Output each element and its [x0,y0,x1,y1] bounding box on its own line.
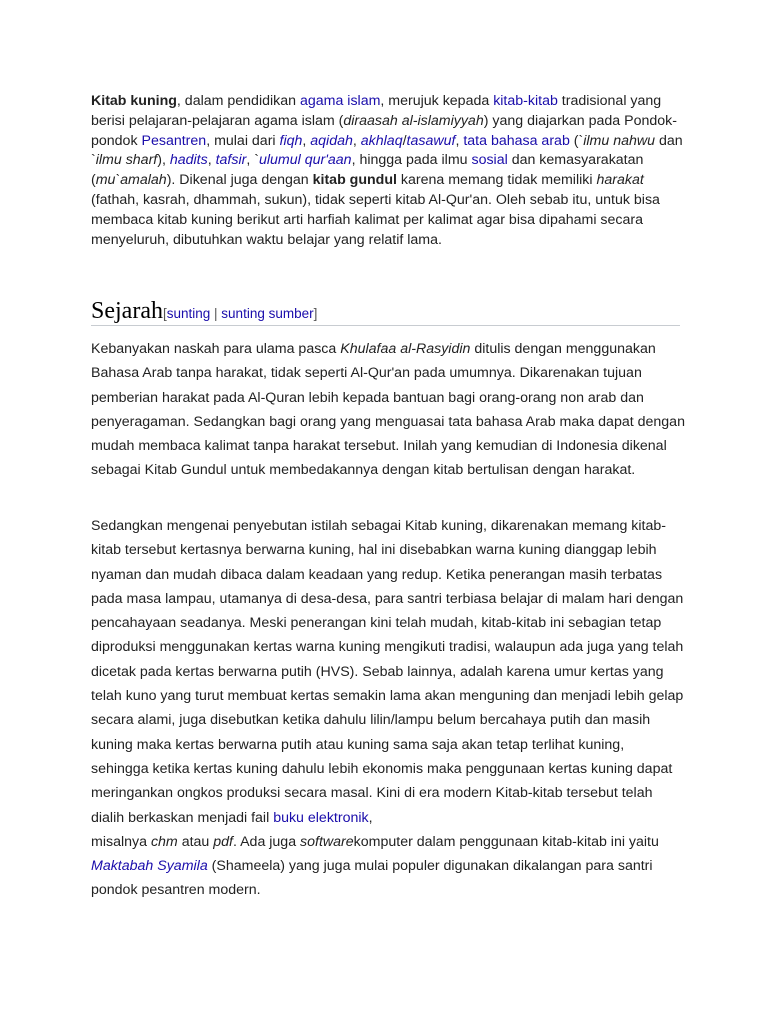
para-text: ditulis dengan menggunakan Bahasa Arab tanpa harakat, tidak seperti Al-Qur'an pada umumnya. Dikarenakan tujuan pemberian harakat pada Al-Quran lebih kepada bantuan bagi orang-orang non arab dan penyeragaman. Sedangkan bagi orang yang menguasai tata bahasa Arab maka dapat dengan mudah membaca kalimat tanpa harakat tersebut. Inilah yang kemudian di Indonesia dikenal sebagai Kitab Gundul untuk membedakannya dengan kitab bertulisan dengan harakat. [91,341,685,479]
term-ilmu-sharf: ilmu sharf [95,152,158,169]
term-muamalah: mu`amalah [95,172,167,189]
edit-source-link[interactable]: sunting sumber [221,306,314,321]
term-kitab-gundul: kitab gundul [312,172,397,189]
link-aqidah[interactable]: aqidah [310,132,353,149]
term-harakat: harakat [596,172,644,189]
link-maktabah-syamila[interactable]: Maktabah Syamila [91,858,208,875]
para-text: Kebanyakan naskah para ulama pasca [91,341,341,357]
intro-text: , merujuk kepada [380,93,494,109]
para-text: , [368,809,373,826]
para-text: atau [177,833,214,850]
section-heading [91,296,680,329]
link-tasawuf[interactable]: tasawuf [406,132,456,149]
intro-text: , dalam pendidikan [176,93,300,109]
intro-text: , [455,132,464,149]
intro-text: , hingga pada ilmu [351,152,472,169]
intro-text: karena memang tidak memiliki [396,172,597,189]
term-kitab-kuning: Kitab kuning [91,93,177,109]
link-agama-islam[interactable]: agama islam [299,93,381,109]
para-text: . Ada juga [232,833,301,850]
section-title: Sejarah [91,298,163,324]
para-text: (Shameela) yang juga mulai populer digunakan dikalangan para santri pondok pesantren modern. [91,858,653,899]
intro-text: , [207,152,216,169]
intro-text: , [302,132,311,149]
link-tata-bahasa-arab[interactable]: tata bahasa arab [463,132,570,149]
intro-text: (fathah, kasrah, dhammah, sukun), tidak seperti kitab Al-Qur'an. Oleh sebab itu, untuk bisa membaca kitab kuning berikut arti harfiah kalimat per kalimat agar bisa dipahami secara menyeluruh, dibutuhkan waktu belajar yang relatif lama. [91,191,660,248]
intro-text: , [352,132,361,149]
intro-text: tradisional yang berisi pelajaran-pelajaran agama islam ( [91,93,662,129]
intro-text: ). Dikenal juga dengan [166,172,313,189]
intro-text: , ` [246,152,259,169]
link-pesantren[interactable]: Pesantren [141,132,207,149]
term-diraasah: diraasah al-islamiyyah [343,112,484,129]
link-akhlaq[interactable]: akhlaq [360,132,403,149]
link-ulumul-quraan[interactable]: ulumul qur'aan [258,152,352,169]
term-software: software [300,833,354,850]
edit-section-links [163,306,317,321]
intro-paragraph [91,92,691,250]
link-fiqh[interactable]: fiqh [279,132,303,149]
paragraph-sejarah-1 [91,337,685,483]
intro-text: dan ` [91,132,683,169]
intro-text: (` [569,132,584,149]
edit-separator: | [210,306,222,321]
intro-text: ) yang diajarkan pada Pondok-pondok [91,112,677,149]
link-tafsir[interactable]: tafsir [215,152,247,169]
para-text: komputer dalam penggunaan kitab-kitab ini yaitu [353,833,659,850]
edit-link[interactable]: sunting [166,306,211,321]
term-ilmu-nahwu: ilmu nahwu [583,132,656,149]
term-chm: chm [150,833,178,850]
para-text: misalnya [91,833,151,850]
link-sosial[interactable]: sosial [471,152,508,169]
link-kitab-kitab[interactable]: kitab-kitab [493,93,558,109]
intro-text: , mulai dari [206,132,280,149]
link-hadits[interactable]: hadits [169,152,208,169]
paragraph-sejarah-2 [91,514,685,903]
para-text: Sedangkan mengenai penyebutan istilah sebagai Kitab kuning, dikarenakan memang kitab-kitab tersebut kertasnya berwarna kuning, hal ini disebabkan warna kuning dianggap lebih nyaman dan mudah dibaca dalam keadaan yang redup. Ketika penerangan masih terbatas pada masa lampau, utamanya di desa-desa, para santri terbiasa belajar di malam hari dengan pencahayaan seadanya. Meski penerangan kini telah mudah, kitab-kitab ini sebagian tetap diproduksi menggunakan kertas warna kuning mengikuti tradisi, walaupun ada juga yang telah dicetak pada kertas berwarna putih (HVS). Sebab lainnya, adalah karena umur kertas yang telah kuno yang turut membuat kertas semakin lama akan menguning dan menjadi lebih gelap secara alami, juga disebutkan ketika dahulu lilin/lampu belum bercahaya putih dan masih kuning maka kertas berwarna putih atau kuning sama saja akan tetap terlihat kuning, sehingga ketika kertas kuning dahulu lebih ekonomis maka penggunaan kertas kuning dapat meringankan ongkos produksi secara masal. Kini di era modern Kitab-kitab tersebut telah dialih berkaskan menjadi fail [91,518,684,826]
intro-text: / [402,132,407,149]
intro-text: dan kemasyarakatan ( [91,152,644,189]
bracket-open: [ [162,306,167,321]
bracket-close: ] [313,306,318,321]
link-buku-elektronik[interactable]: buku elektronik [273,809,369,826]
term-khulafaa: Khulafaa al-Rasyidin [340,341,471,357]
section-heading-sejarah [91,296,680,326]
intro-text: ), [157,152,170,169]
term-pdf: pdf [213,833,233,850]
